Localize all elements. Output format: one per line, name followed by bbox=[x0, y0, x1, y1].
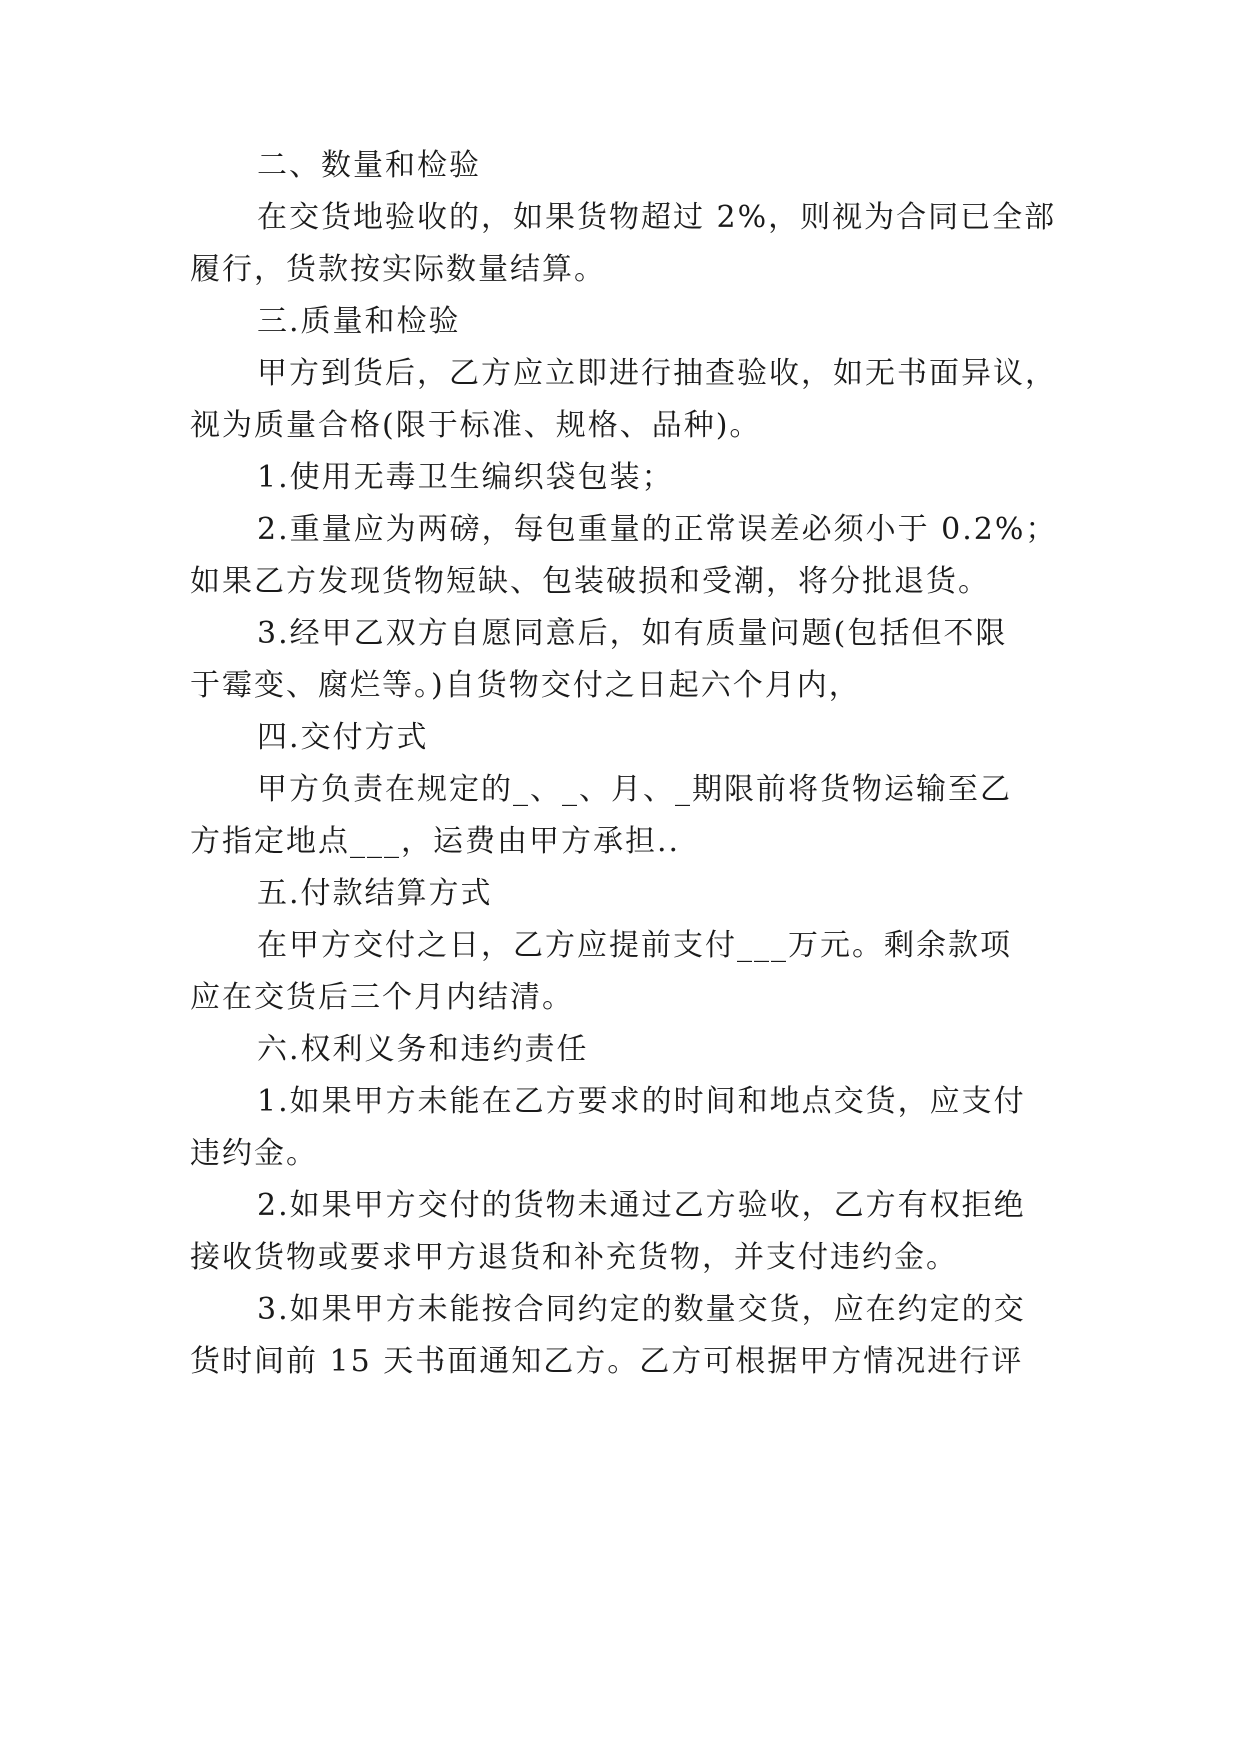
paragraph-line: 履行，货款按实际数量结算。 bbox=[190, 252, 606, 287]
paragraph-line: 应在交货后三个月内结清。 bbox=[190, 980, 574, 1015]
paragraph-line: 接收货物或要求甲方退货和补充货物，并支付违约金。 bbox=[190, 1240, 958, 1275]
paragraph-line: 如果乙方发现货物短缺、包装破损和受潮，将分批退货。 bbox=[190, 564, 990, 599]
section-heading: 六.权利义务和违约责任 bbox=[257, 1032, 589, 1067]
section-heading: 五.付款结算方式 bbox=[257, 876, 493, 911]
paragraph-line: 于霉变、腐烂等。)自货物交付之日起六个月内， bbox=[190, 668, 861, 703]
paragraph-line: 在交货地验收的，如果货物超过 2%，则视为合同已全部 bbox=[257, 200, 1057, 235]
list-item: 3.如果甲方未能按合同约定的数量交货，应在约定的交 bbox=[257, 1292, 1026, 1327]
list-item: 3.经甲乙双方自愿同意后，如有质量问题(包括但不限 bbox=[257, 616, 1008, 651]
paragraph-line: 甲方负责在规定的_、_、月、_期限前将货物运输至乙 bbox=[257, 772, 1012, 807]
paragraph-line: 违约金。 bbox=[190, 1136, 318, 1171]
paragraph-line: 视为质量合格(限于标准、规格、品种)。 bbox=[190, 408, 762, 443]
paragraph-line: 方指定地点___，运费由甲方承担.. bbox=[190, 824, 681, 859]
list-item: 2.重量应为两磅，每包重量的正常误差必须小于 0.2%； bbox=[257, 512, 1058, 547]
paragraph-line: 甲方到货后，乙方应立即进行抽查验收，如无书面异议， bbox=[257, 356, 1057, 391]
section-heading: 三.质量和检验 bbox=[257, 304, 461, 339]
list-item: 1.如果甲方未能在乙方要求的时间和地点交货，应支付 bbox=[257, 1084, 1026, 1119]
section-heading: 二、数量和检验 bbox=[257, 148, 481, 183]
list-item: 2.如果甲方交付的货物未通过乙方验收，乙方有权拒绝 bbox=[257, 1188, 1026, 1223]
paragraph-line: 在甲方交付之日，乙方应提前支付___万元。剩余款项 bbox=[257, 928, 1012, 963]
list-item: 1.使用无毒卫生编织袋包装； bbox=[257, 460, 674, 495]
paragraph-line: 货时间前 15 天书面通知乙方。乙方可根据甲方情况进行评 bbox=[190, 1344, 1024, 1379]
section-heading: 四.交付方式 bbox=[257, 720, 429, 755]
